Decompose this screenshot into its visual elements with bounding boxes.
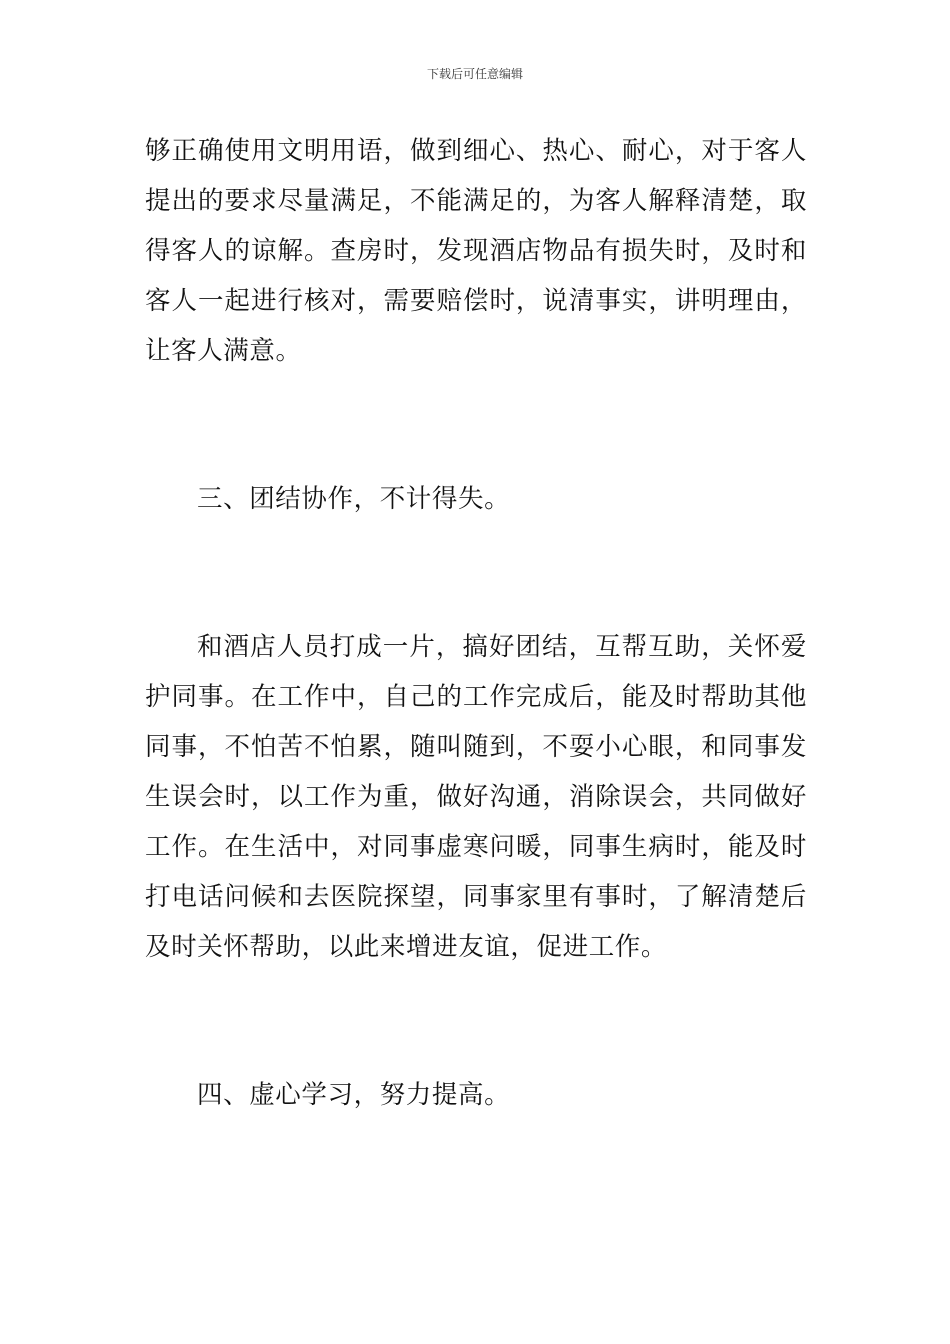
section-heading-3: 三、团结协作，不计得失。 (197, 484, 511, 514)
header-note: 下载后可任意编辑 (426, 67, 523, 81)
body-paragraph-continuation: 够正确使用文明用语，做到细心、热心、耐心，对于客人提出的要求尽量满足，不能满足的，为客人解释清楚，取得客人的谅解。查房时，发现酒店物品有损失时，及时和客人一起进行核对，需要赔偿时，说清事实，讲明理由，让客人满意。 (145, 136, 807, 366)
section-heading-4: 四、虚心学习，努力提高。 (197, 1080, 511, 1110)
body-paragraph-teamwork: 和酒店人员打成一片，搞好团结，互帮互助，关怀爱护同事。在工作中，自己的工作完成后，能及时帮助其他同事，不怕苦不怕累，随叫随到，不耍小心眼，和同事发生误会时，以工作为重，做好沟通，消除误会，共同做好工作。在生活中，对同事虚寒问暖，同事生病时，能及时打电话问候和去医院探望，同事家里有事时，了解清楚后及时关怀帮助，以此来增进友谊，促进工作。 (145, 632, 807, 962)
